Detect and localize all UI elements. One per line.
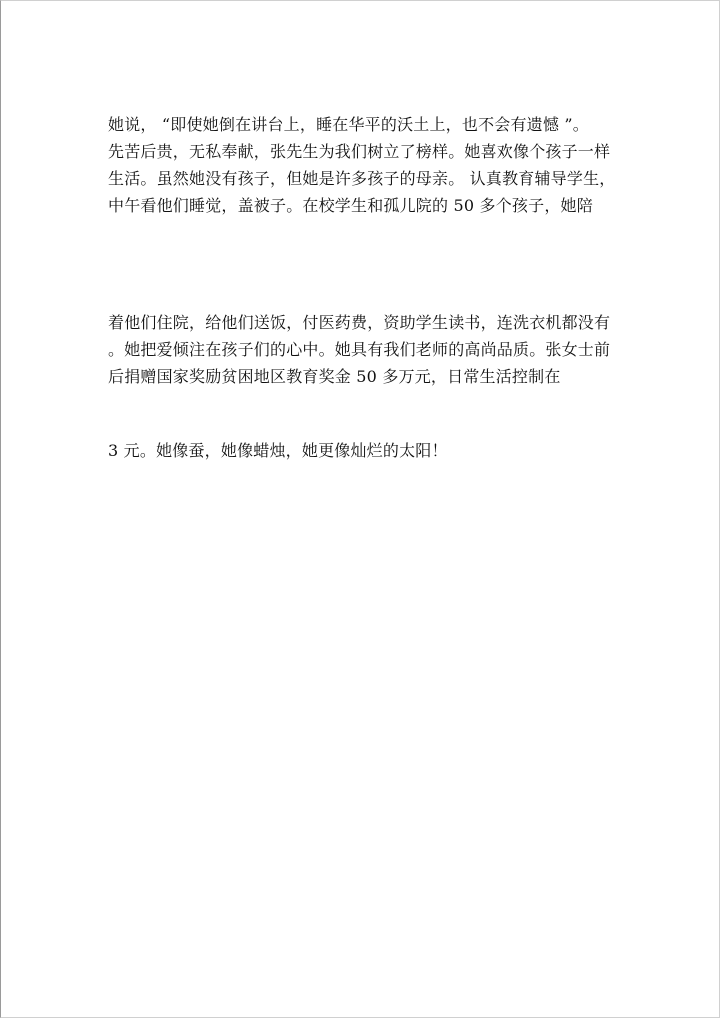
text-line: 中午看他们睡觉，盖被子。在校学生和孤儿院的 50 多个孩子，她陪 xyxy=(108,196,593,215)
text-line: 着他们住院，给他们送饭，付医药费，资助学生读书，连洗衣机都没有 xyxy=(108,313,611,332)
text-line: 生活。虽然她没有孩子，但她是许多孩子的母亲。 认真教育辅导学生， xyxy=(108,169,616,188)
text-line: 后捐赠国家奖励贫困地区教育奖金 50 多万元，日常生活控制在 xyxy=(108,367,561,386)
text-line: 。她把爱倾注在孩子们的心中。她具有我们老师的高尚品质。张女士前 xyxy=(108,340,611,359)
text-line: 3 元。她像蚕，她像蜡烛，她更像灿烂的太阳！ xyxy=(108,441,448,460)
text-line: 先苦后贵，无私奉献，张先生为我们树立了榜样。她喜欢像个孩子一样 xyxy=(108,142,611,161)
text-line: 她说， “即使她倒在讲台上，睡在华平的沃土上，也不会有遗憾 ”。 xyxy=(108,115,589,134)
